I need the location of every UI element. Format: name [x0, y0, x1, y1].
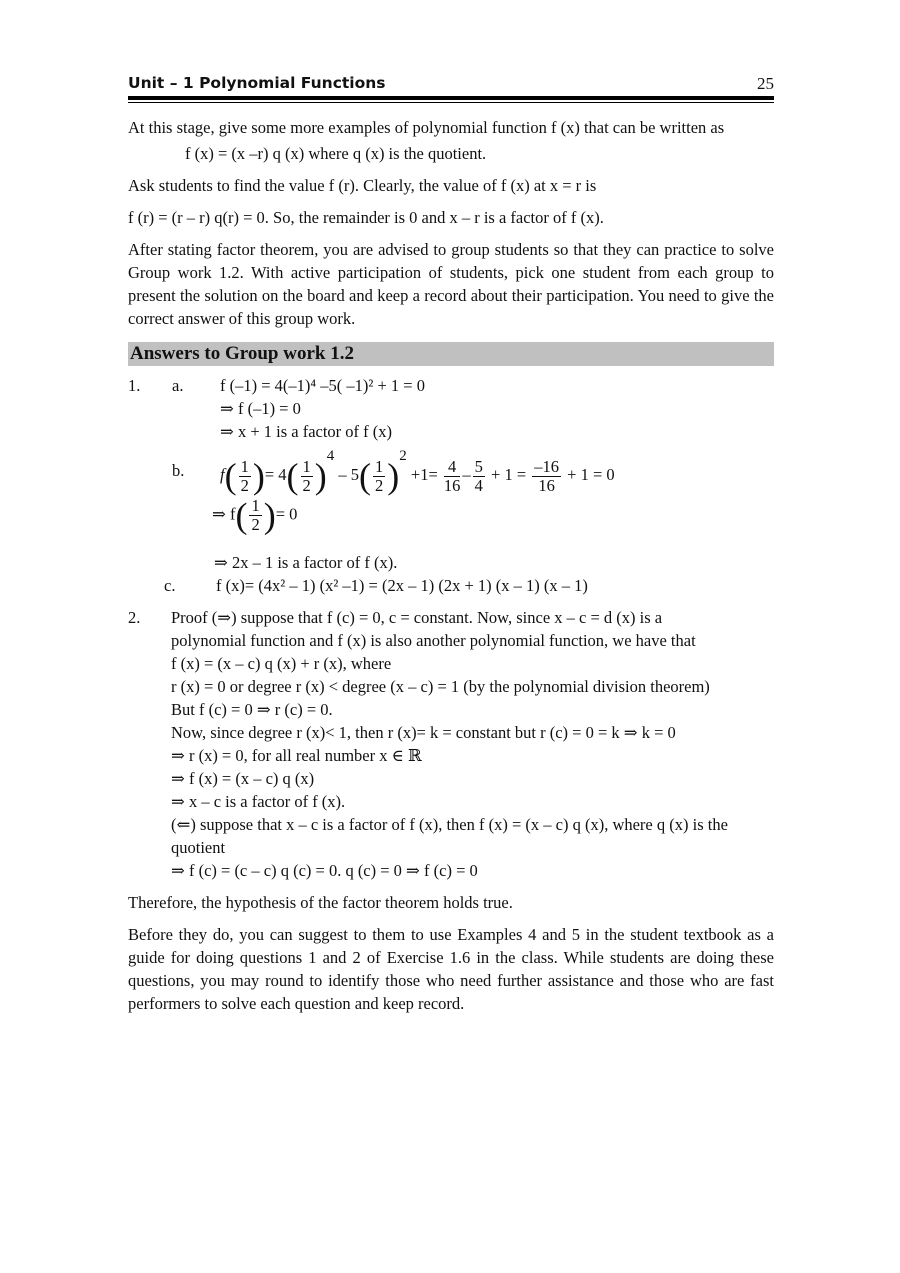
intro-paragraph-3: f (r) = (r – r) q(r) = 0. So, the remainder is 0 and x – r is a factor of f (x).	[128, 208, 604, 227]
answer-1c-eq: f (x)= (4x² – 1) (x² –1) = (2x – 1) (2x + 1) (x – 1) (x – 1)	[216, 576, 588, 595]
answer-label-a: a.	[172, 376, 184, 395]
page-number: 25	[757, 74, 774, 93]
unit-title: Unit – 1 Polynomial Functions	[128, 74, 386, 92]
minus-5: – 5	[338, 465, 360, 484]
answer-label-c: c.	[164, 576, 176, 595]
answer-1a-eq: f (–1) = 4(–1)⁴ –5( –1)² + 1 = 0	[220, 376, 425, 395]
f-symbol: f	[220, 465, 225, 484]
answer-1b-line-2	[128, 497, 774, 543]
proof-line-10: (⇐) suppose that x – c is a factor of f (x), then f (x) = (x – c) q (x), where q (x) is the quotient	[171, 815, 728, 857]
proof-line-4: r (x) = 0 or degree r (x) < degree (x – c) = 1 (by the polynomial division theorem)	[171, 677, 710, 696]
closing-paragraph-1: Therefore, the hypothesis of the factor theorem holds true.	[128, 893, 513, 912]
fraction-half: $\frac{1}{2}$	[240, 456, 249, 495]
proof-line-1: Proof (⇒) suppose that f (c) = 0, c = constant. Now, since x – c = d (x) is a	[171, 608, 663, 627]
eq-4: = 4	[264, 465, 287, 484]
answer-1b-eq2: ⇒ f( $\frac{1}{2}$ )= 0	[212, 495, 298, 536]
header-rule-thin	[128, 102, 774, 103]
answer-1b-line-1	[128, 443, 774, 497]
proof-line-5: But f (c) = 0 ⇒ r (c) = 0.	[171, 700, 333, 719]
intro-paragraph-4: After stating factor theorem, you are advised to group students so that they can practice to solve Group work 1.2. With active participation of students, pick one student from each group to present the solution on the board and keep a record about their participation. You need to give the correct answer of this group work.	[128, 240, 774, 328]
intro-equation: f (x) = (x –r) q (x) where q (x) is the quotient.	[185, 144, 487, 163]
answer-number-2: 2.	[128, 608, 141, 627]
exponent-4: 4	[326, 448, 335, 464]
header-rule-thick	[128, 96, 774, 100]
section-heading: Answers to Group work 1.2	[128, 342, 774, 366]
answer-1b-eq: f( $\frac{1}{2}$ )= 4( $\frac{1}{2}$ )4 – 5( $\frac{1}{2}$ )2 +1= $\frac{4}{16}$ – $\frac{5}{4}$ + 1 = $\frac{-16}{16}$ + 1 = 0	[220, 448, 615, 497]
proof-line-9: ⇒ x – c is a factor of f (x).	[171, 792, 346, 811]
fraction-half: $\frac{1}{2}$	[302, 456, 311, 495]
proof-line-2: polynomial function and f (x) is also another polynomial function, we have that	[171, 631, 696, 650]
paren-close: )	[252, 456, 265, 497]
proof-block	[128, 606, 774, 882]
answer-1a-line-2	[128, 397, 774, 420]
answer-number: 1.	[128, 376, 141, 395]
answer-1b-eq3: ⇒ 2x – 1 is a factor of f (x).	[214, 553, 398, 572]
intro-paragraph-2: Ask students to find the value f (r). Clearly, the value of f (x) at x = r is	[128, 176, 597, 195]
fraction-4-16: $\frac{4}{16}$	[443, 456, 461, 495]
proof-line-7: ⇒ r (x) = 0, for all real number x ∈ ℝ	[171, 746, 422, 765]
answers-block	[128, 374, 774, 597]
answer-label-b: b.	[172, 461, 185, 480]
answer-1a-line-3	[128, 420, 774, 443]
proof-line-3: f (x) = (x – c) q (x) + r (x), where	[171, 654, 392, 673]
answer-1a-eq2: ⇒ f (–1) = 0	[220, 399, 301, 418]
answer-1a-eq3: ⇒ x + 1 is a factor of f (x)	[220, 422, 393, 441]
paren-open: (	[224, 456, 237, 497]
proof-line-8: ⇒ f (x) = (x – c) q (x)	[171, 769, 315, 788]
fraction-5-4: $\frac{5}{4}$	[474, 456, 483, 495]
fraction-neg16-16: $\frac{-16}{16}$	[534, 456, 560, 495]
answer-1c-line	[128, 574, 774, 597]
answer-1b-line-3	[128, 551, 774, 574]
closing-paragraph-2: Before they do, you can suggest to them to use Examples 4 and 5 in the student textbook as a guide for doing questions 1 and 2 of Exercise 1.6 in the class. While students are doing these questions, you may round to identify those who need further assistance and those who are fast performers to solve each question and keep record.	[128, 925, 774, 1013]
plus-1: +1=	[410, 465, 438, 484]
proof-line-11: ⇒ f (c) = (c – c) q (c) = 0. q (c) = 0 ⇒ f (c) = 0	[171, 861, 478, 880]
intro-paragraph-1: At this stage, give some more examples of polynomial function f (x) that can be written as	[128, 118, 725, 137]
exponent-2: 2	[399, 448, 407, 464]
page-body	[128, 116, 774, 1015]
fraction-half: $\frac{1}{2}$	[375, 456, 384, 495]
answer-1a-line-1	[128, 374, 774, 397]
page-header	[128, 74, 774, 94]
proof-line-6: Now, since degree r (x)< 1, then r (x)= k = constant but r (c) = 0 = k ⇒ k = 0	[171, 723, 676, 742]
fraction-half: $\frac{1}{2}$	[251, 496, 260, 534]
